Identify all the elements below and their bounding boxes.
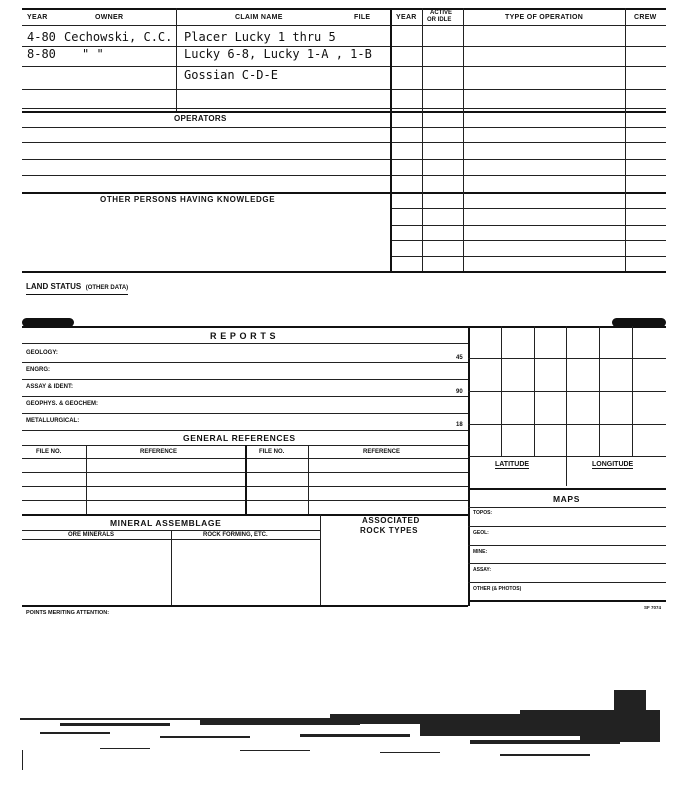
row1-claim: Placer Lucky 1 thru 5: [184, 30, 336, 44]
crew-header: CREW: [634, 14, 657, 21]
scan-noise: [0, 690, 678, 790]
ref-reference-1: REFERENCE: [140, 449, 178, 455]
other-persons-label: OTHER PERSONS HAVING KNOWLEDGE: [100, 195, 276, 204]
file-header: FILE: [354, 14, 371, 21]
maps-title: MAPS: [553, 494, 580, 504]
row3-claim: Gossian C-D-E: [184, 68, 278, 82]
mineral-assemblage-title: MINERAL ASSEMBLAGE: [110, 518, 222, 528]
report-num-90: 90: [456, 389, 463, 395]
year-header: YEAR: [27, 14, 48, 21]
claim-name-header: CLAIM NAME: [235, 14, 283, 21]
ore-minerals-label: ORE MINERALS: [68, 532, 115, 538]
report-geophys: GEOPHYS. & GEOCHEM:: [26, 401, 99, 407]
maps-assay: ASSAY:: [473, 567, 492, 573]
type-of-operation-header: TYPE OF OPERATION: [505, 14, 584, 21]
land-status-label: LAND STATUS (OTHER DATA): [26, 276, 128, 295]
report-geology: GEOLOGY:: [26, 350, 58, 356]
row2-owner: " ": [82, 47, 104, 61]
maps-mine: MINE:: [473, 549, 488, 555]
report-num-18: 18: [456, 422, 463, 428]
latitude-label: LATITUDE: [495, 461, 530, 468]
ref-reference-2: REFERENCE: [363, 449, 401, 455]
longitude-label: LONGITUDE: [592, 461, 634, 468]
form-code: SF 7074: [644, 605, 662, 610]
row1-owner: Cechowski, C.C.: [64, 30, 173, 44]
report-assay: ASSAY & IDENT:: [26, 384, 74, 390]
maps-geol: GEOL:: [473, 530, 489, 536]
row2-year: 8-80: [27, 47, 56, 61]
report-metallurgical: METALLURGICAL:: [26, 418, 80, 424]
operators-label: OPERATORS: [174, 114, 227, 123]
report-engrg: ENGRG:: [26, 367, 50, 373]
rock-forming-label: ROCK FORMING, ETC.: [203, 532, 268, 538]
active-header: ACTIVE: [430, 10, 453, 16]
owner-header: OWNER: [95, 14, 124, 21]
rock-types-label: ROCK TYPES: [360, 526, 419, 535]
reports-title: R E P O R T S: [210, 331, 277, 341]
row2-claim: Lucky 6-8, Lucky 1-A , 1-B: [184, 47, 372, 61]
report-num-45: 45: [456, 355, 463, 361]
associated-label: ASSOCIATED: [362, 516, 420, 525]
ref-file-no-2: FILE NO.: [259, 449, 285, 455]
general-references-title: GENERAL REFERENCES: [183, 433, 296, 443]
maps-topos: TOPOS:: [473, 510, 493, 516]
maps-other: OTHER (& PHOTOS): [473, 586, 522, 592]
ref-file-no-1: FILE NO.: [36, 449, 62, 455]
points-meriting-label: POINTS MERITING ATTENTION:: [26, 610, 110, 616]
row1-year: 4-80: [27, 30, 56, 44]
idle-header: OR IDLE: [427, 17, 452, 23]
year2-header: YEAR: [396, 14, 417, 21]
